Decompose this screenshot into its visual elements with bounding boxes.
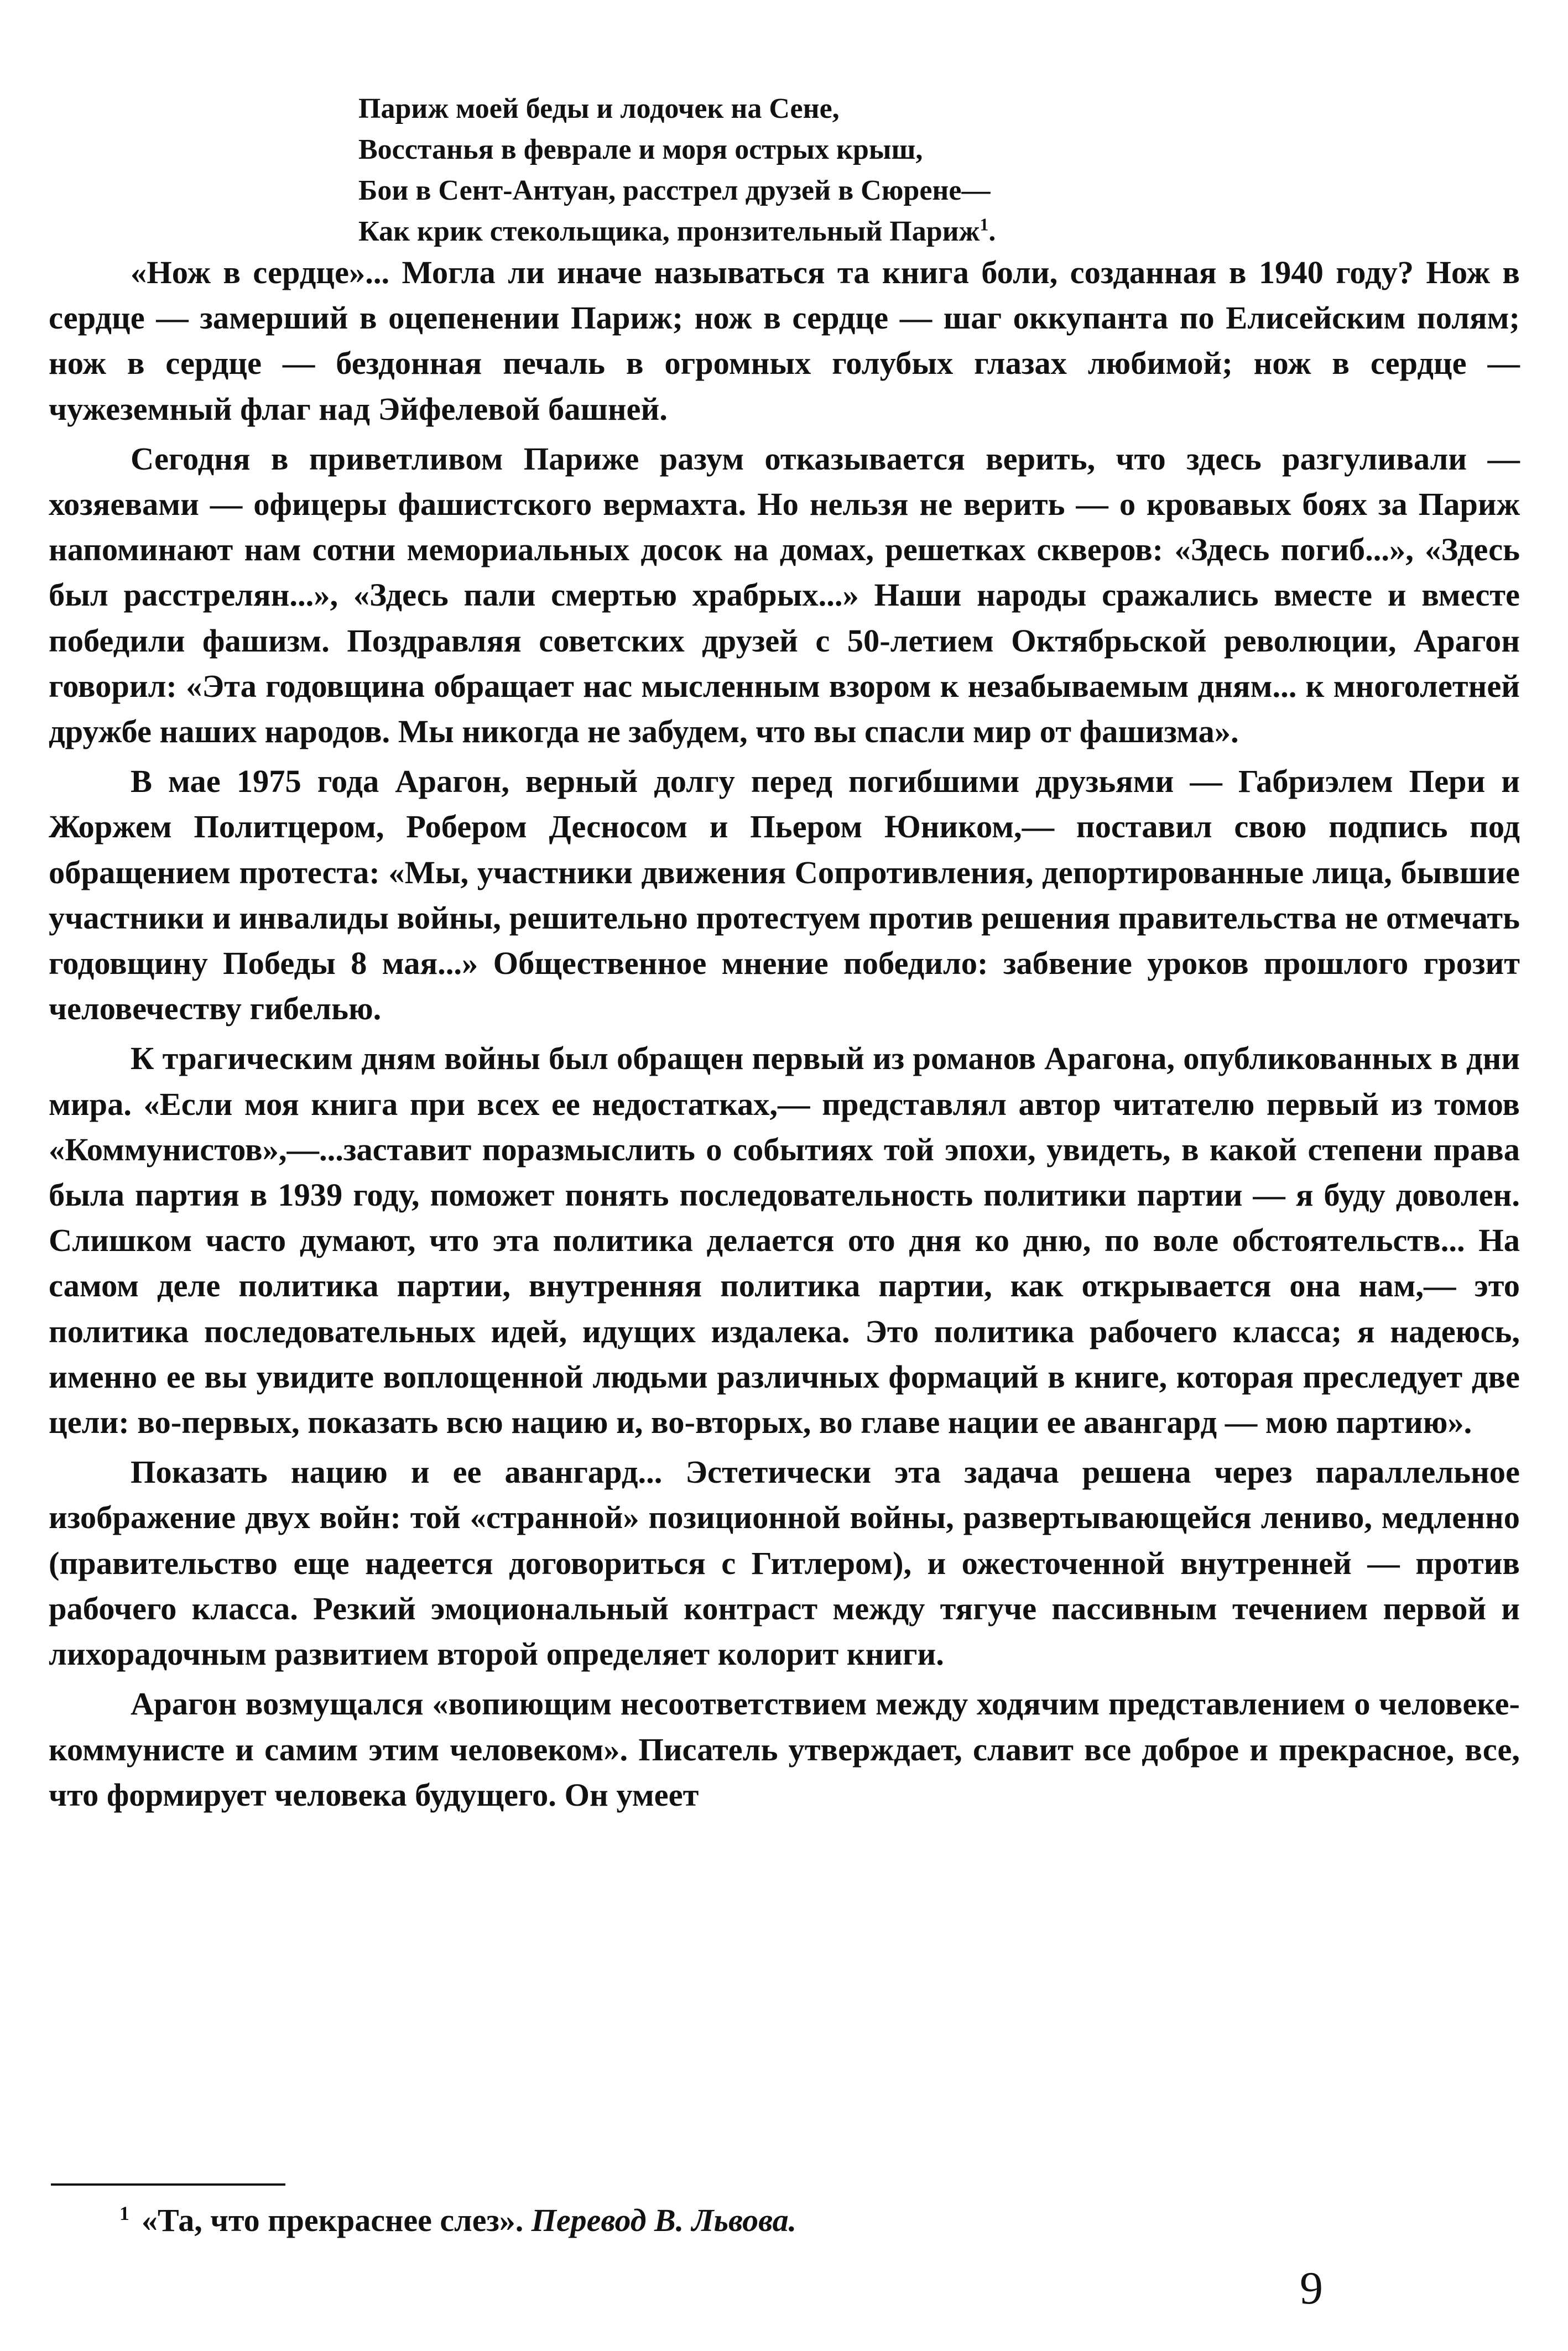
footnote [119,2198,1447,2243]
paragraph: К трагическим дням войны был обращен первый из романов Арагона, опубликованных в дни мира. «Если моя книга при всех ее недостатках,— представлял автор читателю первый из томов «Коммунистов»,—...заставит поразмыслить о событиях той эпохи, увидеть, в какой степени права была партия в 1939 году, поможет понять последовательность политики партии — я буду доволен. Слишком часто думают, что эта политика делается ото дня ко дню, по воле обстоятельств... На самом деле политика партии, внутренняя политика партии, как открывается она нам,— это политика последовательных идей, идущих издалека. Это политика рабочего класса; я надеюсь, именно ее вы увидите воплощенной людьми различных формаций в книге, которая преследует две цели: во-первых, показать всю нацию и, во-вторых, во главе нации ее авангард — мою партию». [49,1040,1520,1441]
poem-line-text: Как крик стекольщика, пронзительный Париж [358,216,980,247]
poem-line-last [358,211,1409,252]
paragraph: «Нож в сердце»... Могла ли иначе называться та книга боли, созданная в 1940 году? Нож в сердце — замерший в оцепенении Париж; нож в сердце — шаг оккупанта по Елисейским полям; нож в сердце — бездонная печаль в огромных голубых глазах любимой; нож в сердце — чужеземный флаг над Эйфелевой башней. [49,254,1520,427]
footnote-reference: 1 [980,214,989,234]
main-text [49,250,1520,1822]
paragraph: Арагон возмущался «вопиющим несоответствием между ходячим представлением о человеке-коммунисте и самим этим человеком». Писатель утверждает, славит все доброе и прекрасное, все, что формирует человека будущего. Он умеет [49,1686,1520,1813]
footnote-text: «Та, что прекраснее слез». [142,2202,524,2238]
footnote-marker: 1 [119,2202,129,2224]
page-number: 9 [1300,2263,1323,2314]
poem-line: Париж моей беды и лодочек на Сене, [358,93,840,124]
footnote-divider [51,2183,285,2186]
paragraph: Сегодня в приветливом Париже разум отказывается верить, что здесь разгуливали — хозяевами — офицеры фашистского вермахта. Но нельзя не верить — о кровавых боях за Париж напоминают нам сотни мемориальных досок на домах, решетках скверов: «Здесь погиб...», «Здесь был расстрелян...», «Здесь пали смертью храбрых...» Наши народы сражались вместе и вместе победили фашизм. Поздравляя советских друзей с 50-летием Октябрьской революции, Арагон говорил: «Эта годовщина обращает нас мысленным взором к незабываемым дням... к многолетней дружбе наших народов. Мы никогда не забудем, что вы спасли мир от фашизма». [49,440,1520,750]
epigraph-poem [358,88,1409,252]
paragraph: В мае 1975 года Арагон, верный долгу перед погибшими друзьями — Габриэлем Пери и Жоржем Политцером, Робером Десносом и Пьером Юником,— поставил свою подпись под обращением протеста: «Мы, участники движения Сопротивления, депортированные лица, бывшие участники и инвалиды войны, решительно протестуем против решения правительства не отмечать годовщину Победы 8 мая...» Общественное мнение победило: забвение уроков прошлого грозит человечеству гибелью. [49,763,1520,1027]
poem-line-end: . [988,216,996,247]
poem-line: Бои в Сент-Антуан, расстрел друзей в Сюрене— [358,175,991,206]
footnote-credit: Перевод В. Львова. [531,2202,797,2238]
poem-line: Восстанья в феврале и моря острых крыш, [358,134,923,165]
paragraph: Показать нацию и ее авангард... Эстетически эта задача решена через параллельное изображение двух войн: той «странной» позиционной войны, развертывающейся лениво, медленно (правительство еще надеется договориться с Гитлером), и ожесточенной внутренней — против рабочего класса. Резкий эмоциональный контраст между тягуче пассивным течением первой и лихорадочным развитием второй определяет колорит книги. [49,1454,1520,1672]
